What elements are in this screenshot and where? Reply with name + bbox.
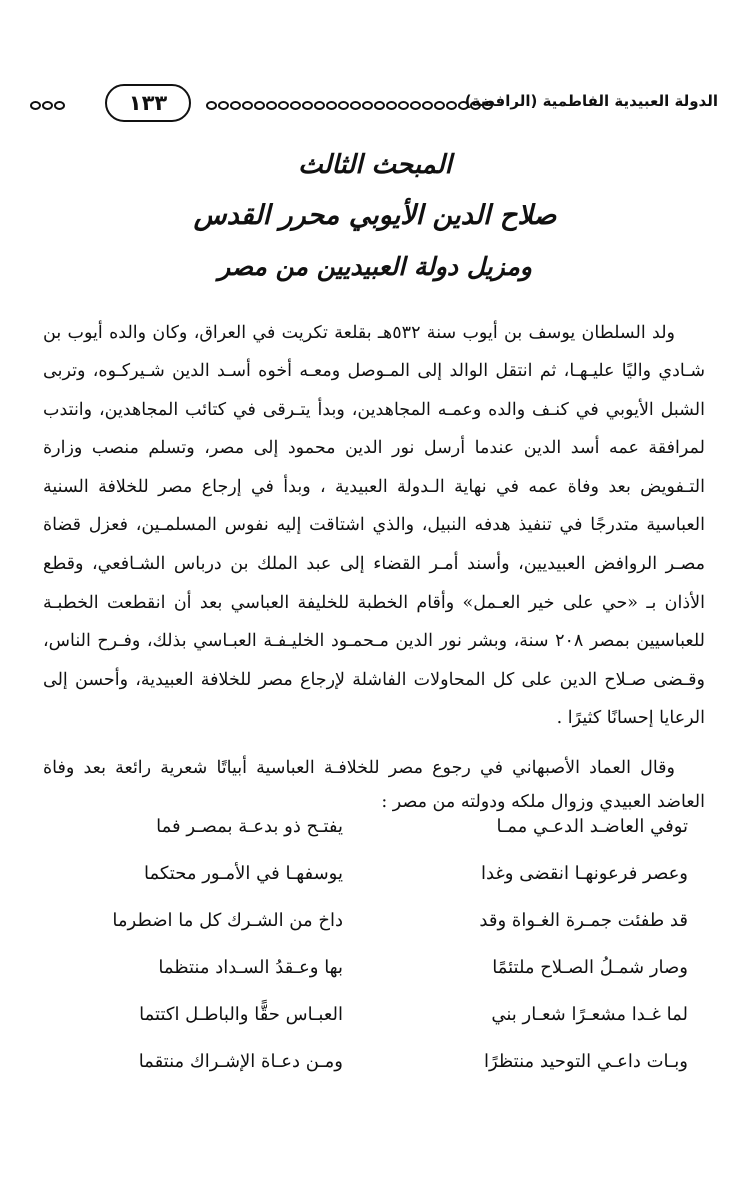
verse-first-hemistich: وبـات داعـي التوحيد منتظرًا	[483, 1051, 688, 1072]
section-heading: المبحث الثالث	[298, 150, 452, 180]
chapter-subtitle: ومزيل دولة العبيديين من مصر	[218, 252, 532, 281]
verse-first-hemistich: لما غـدا مشعـرًا شعـار بني	[491, 1004, 688, 1025]
ornament-chain-left	[30, 98, 74, 112]
chapter-title: صلاح الدين الأيوبي محرر القدس	[193, 200, 557, 231]
verse-first-hemistich: وصار شمـلُ الصـلاح ملتئمًا	[492, 957, 688, 978]
verse-second-hemistich: العبـاس حقًّا والباطـل اكتتما	[139, 1004, 343, 1025]
running-title: الدولة العبيدية الفاطمية (الرافضة)	[464, 92, 718, 110]
page-header	[28, 82, 718, 130]
poem-verse	[38, 910, 688, 950]
verse-second-hemistich: يوسفهـا في الأمـور محتكما	[143, 863, 343, 884]
verse-second-hemistich: يفتـح ذو بدعـة بمصـر فما	[156, 816, 343, 837]
verse-second-hemistich: داخ من الشـرك كل ما اضطرما	[112, 910, 343, 931]
poem-verse	[38, 957, 688, 997]
verse-first-hemistich: قد طفئت جمـرة الغـواة وقد	[479, 910, 688, 931]
verse-first-hemistich: وعصر فرعونهـا انقضى وغدا	[480, 863, 688, 884]
verse-first-hemistich: توفي العاضـد الدعـي ممـا	[496, 816, 688, 837]
poem-verse	[38, 816, 688, 856]
verse-second-hemistich: بها وعـقدُ السـداد منتظما	[158, 957, 343, 978]
poem-verse	[38, 863, 688, 903]
body-paragraph: ولد السلطان يوسف بن أيوب سنة ٥٣٢هـ بقلعة تكريت في العراق، وكان والده أيوب بن شـادي واليًا عليـهـا، ثم انتقل الوالد إلى المـوصل ومعـه أخوه أسـد الدين شـيركـوه، وتربى الشبل الأيوبي في كنـف والده وعمـه المجاهدين، وبدأ يتـرقى في كتائب المجاهدين، وانتدب لمرافقة عمه أسد الدين عندما أرسل نور الدين محمود إلى مصر، وتسلم منصب وزارة التـفويض بعد وفاة عمه في نهاية الـدولة العبيدية ، وبدأ في إرجاع مصر للخلافة السنية العباسية متدرجًا في تنفيذ هدفه النبيل، والذي اشتاقت إليه نفوس المسلمـين، فعزل قضاة مصـر الروافض العبيديين، وأسند أمـر القضاء إلى عبد الملك بن درباس الشـافعي، وقطع الأذان بـ «حي على خير العـمل» وأقام الخطبة للخليفة العباسي بعد أن انقطعت الخطبـة للعباسيين بمصر ٢٠٨ سنة، وبشر نور الدين مـحمـود الخليـفـة العبـاسي بذلك، وفـرح الناس، وقـضى صـلاح الدين على كل المحاولات الفاشلة لإرجاع مصر للخلافة العبيدية، وأحسن إلى الرعايا إحسانًا كثيرًا .	[43, 322, 705, 729]
body-paragraph: وقال العماد الأصبهاني في رجوع مصر للخلافـة العباسية أبياتًا شعرية رائعة بعد وفاة العاضد العبيدي وزوال ملكه ودولته من مصر :	[43, 757, 705, 812]
page-number: ١٣٣	[105, 84, 191, 122]
poem-verse	[38, 1004, 688, 1044]
poem-verse	[38, 1051, 688, 1091]
verse-second-hemistich: ومـن دعـاة الإشـراك منتقما	[138, 1051, 343, 1072]
